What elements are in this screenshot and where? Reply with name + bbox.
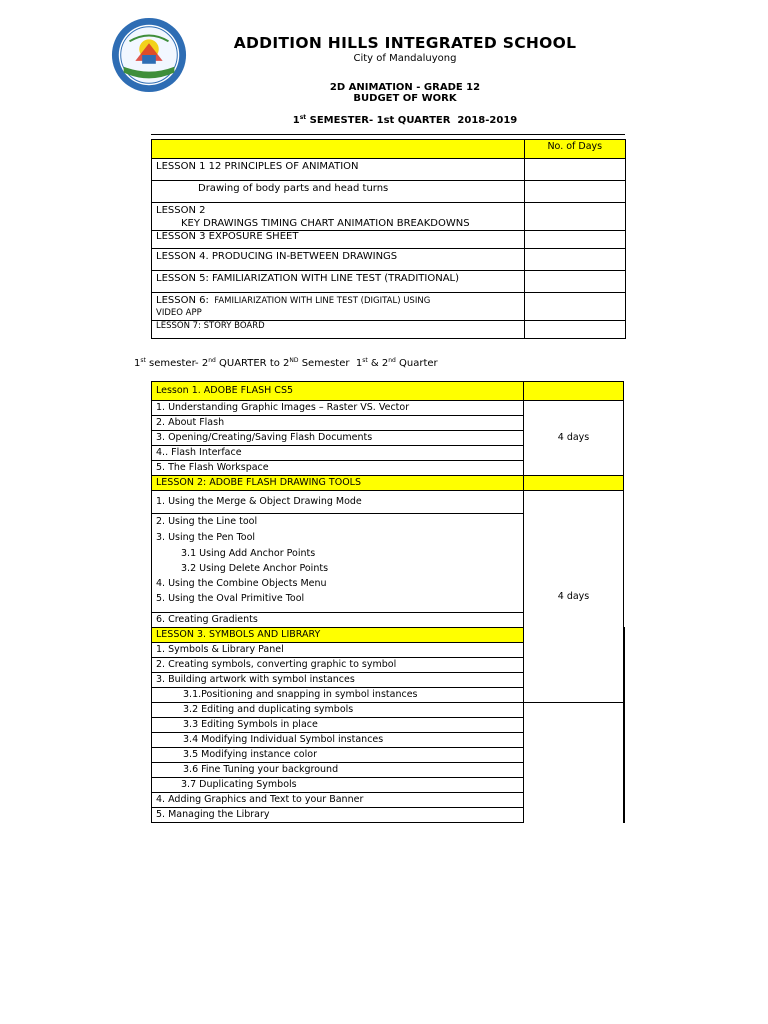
topic-cell: 1. Using the Merge & Object Drawing Mode <box>152 491 524 514</box>
table-row <box>152 763 625 778</box>
topic-cell: 3.7 Duplicating Symbols <box>152 778 524 793</box>
topic-cell: 5. Managing the Library <box>152 808 524 823</box>
days-cell: 4 days <box>524 491 624 703</box>
lesson-cell: LESSON 5: FAMILIARIZATION WITH LINE TEST (TRADITIONAL) <box>152 271 525 293</box>
days-cell: 4 days <box>524 401 624 476</box>
days-cell <box>524 382 624 401</box>
days-cell <box>524 271 625 293</box>
topic-cell: 4.. Flash Interface <box>152 446 524 461</box>
course-title: 2D ANIMATION - GRADE 12 <box>329 82 481 93</box>
lesson-title: LESSON 3. SYMBOLS AND LIBRARY <box>152 628 524 643</box>
lesson-cell: LESSON 2 KEY DRAWINGS TIMING CHART ANIMATION BREAKDOWNS <box>152 203 525 231</box>
table-header-row <box>152 140 626 159</box>
days-cell <box>524 293 625 321</box>
table-row <box>152 808 625 823</box>
lesson-cell: LESSON 4. PRODUCING IN-BETWEEN DRAWINGS <box>152 249 525 271</box>
days-cell <box>624 628 625 643</box>
table-row <box>152 733 625 748</box>
table-row <box>152 231 626 249</box>
table-row <box>152 718 625 733</box>
days-cell <box>524 181 625 203</box>
topic-cell: 2. About Flash <box>152 416 524 431</box>
course-heading <box>200 82 610 104</box>
second-quarter-table <box>151 381 625 823</box>
topic-item: 3.1 Using Add Anchor Points <box>181 547 316 559</box>
lesson-cell: LESSON 3 EXPOSURE SHEET <box>152 231 525 249</box>
topic-item: 2. Using the Line tool <box>156 516 258 527</box>
lesson-cell: LESSON 6: FAMILIARIZATION WITH LINE TEST (DIGITAL) USING VIDEO APP <box>152 293 525 321</box>
table-row <box>152 491 625 514</box>
table-row <box>152 181 626 203</box>
topic-cell: 3. Opening/Creating/Saving Flash Documents <box>152 431 524 446</box>
topic-cell: 4. Adding Graphics and Text to your Banner <box>152 793 524 808</box>
days-cell <box>524 249 625 271</box>
document-subtitle: BUDGET OF WORK <box>353 93 457 104</box>
topic-item: 3. Using the Pen Tool <box>156 532 256 544</box>
divider <box>151 134 625 135</box>
table-row <box>152 703 625 718</box>
lesson-header-row <box>152 476 625 491</box>
table-row <box>152 271 626 293</box>
lesson-header-row <box>152 382 625 401</box>
first-quarter-table <box>151 139 626 339</box>
topic-cell: 3.4 Modifying Individual Symbol instances <box>152 733 524 748</box>
days-cell <box>524 203 625 231</box>
topic-cell: 3.2 Editing and duplicating symbols <box>152 703 524 718</box>
days-cell <box>524 476 624 491</box>
table-row <box>152 748 625 763</box>
days-cell <box>524 159 625 181</box>
table-row <box>152 293 626 321</box>
table-row <box>152 793 625 808</box>
lesson-title: Lesson 1. ADOBE FLASH CS5 <box>152 382 524 401</box>
table-row <box>152 249 626 271</box>
lesson-cell: LESSON 7: STORY BOARD <box>152 321 525 339</box>
topic-cell: 3.6 Fine Tuning your background <box>152 763 524 778</box>
topic-cell: 1. Symbols & Library Panel <box>152 643 524 658</box>
school-name: ADDITION HILLS INTEGRATED SCHOOL <box>233 34 577 52</box>
header-cell <box>152 140 525 159</box>
school-logo <box>110 16 188 94</box>
topic-item: 5. Using the Oval Primitive Tool <box>156 593 305 605</box>
lesson-cell: LESSON 1 12 PRINCIPLES OF ANIMATION <box>152 159 525 181</box>
days-cell <box>524 321 625 339</box>
city-name: City of Mandaluyong <box>353 53 457 64</box>
topic-cell: 6. Creating Gradients <box>152 613 524 628</box>
topic-group-cell <box>152 514 524 613</box>
days-header: No. of Days <box>524 140 625 159</box>
table-row <box>152 203 626 231</box>
days-cell <box>624 643 625 823</box>
topic-cell: 3.3 Editing Symbols in place <box>152 718 524 733</box>
semester-1-heading: 1st SEMESTER- 1st QUARTER 2018-2019 <box>292 114 518 126</box>
semester-2-heading: 1st semester- 2nd QUARTER to 2ND Semester 1st & 2nd Quarter <box>134 357 438 369</box>
lesson-cell: Drawing of body parts and head turns <box>152 181 525 203</box>
topic-cell: 1. Understanding Graphic Images – Raster VS. Vector <box>152 401 524 416</box>
topic-item: 3.2 Using Delete Anchor Points <box>181 562 329 574</box>
table-row <box>152 401 625 416</box>
topic-item: 4. Using the Combine Objects Menu <box>156 578 327 590</box>
topic-cell: 5. The Flash Workspace <box>152 461 524 476</box>
topic-cell: 3.1.Positioning and snapping in symbol instances <box>152 688 524 703</box>
table-row <box>152 321 626 339</box>
topic-cell: 2. Creating symbols, converting graphic to symbol <box>152 658 524 673</box>
table-row <box>152 159 626 181</box>
lesson-title: LESSON 2: ADOBE FLASH DRAWING TOOLS <box>152 476 524 491</box>
topic-cell: 3.5 Modifying instance color <box>152 748 524 763</box>
table-row <box>152 778 625 793</box>
topic-cell: 3. Building artwork with symbol instances <box>152 673 524 688</box>
days-cell <box>524 231 625 249</box>
